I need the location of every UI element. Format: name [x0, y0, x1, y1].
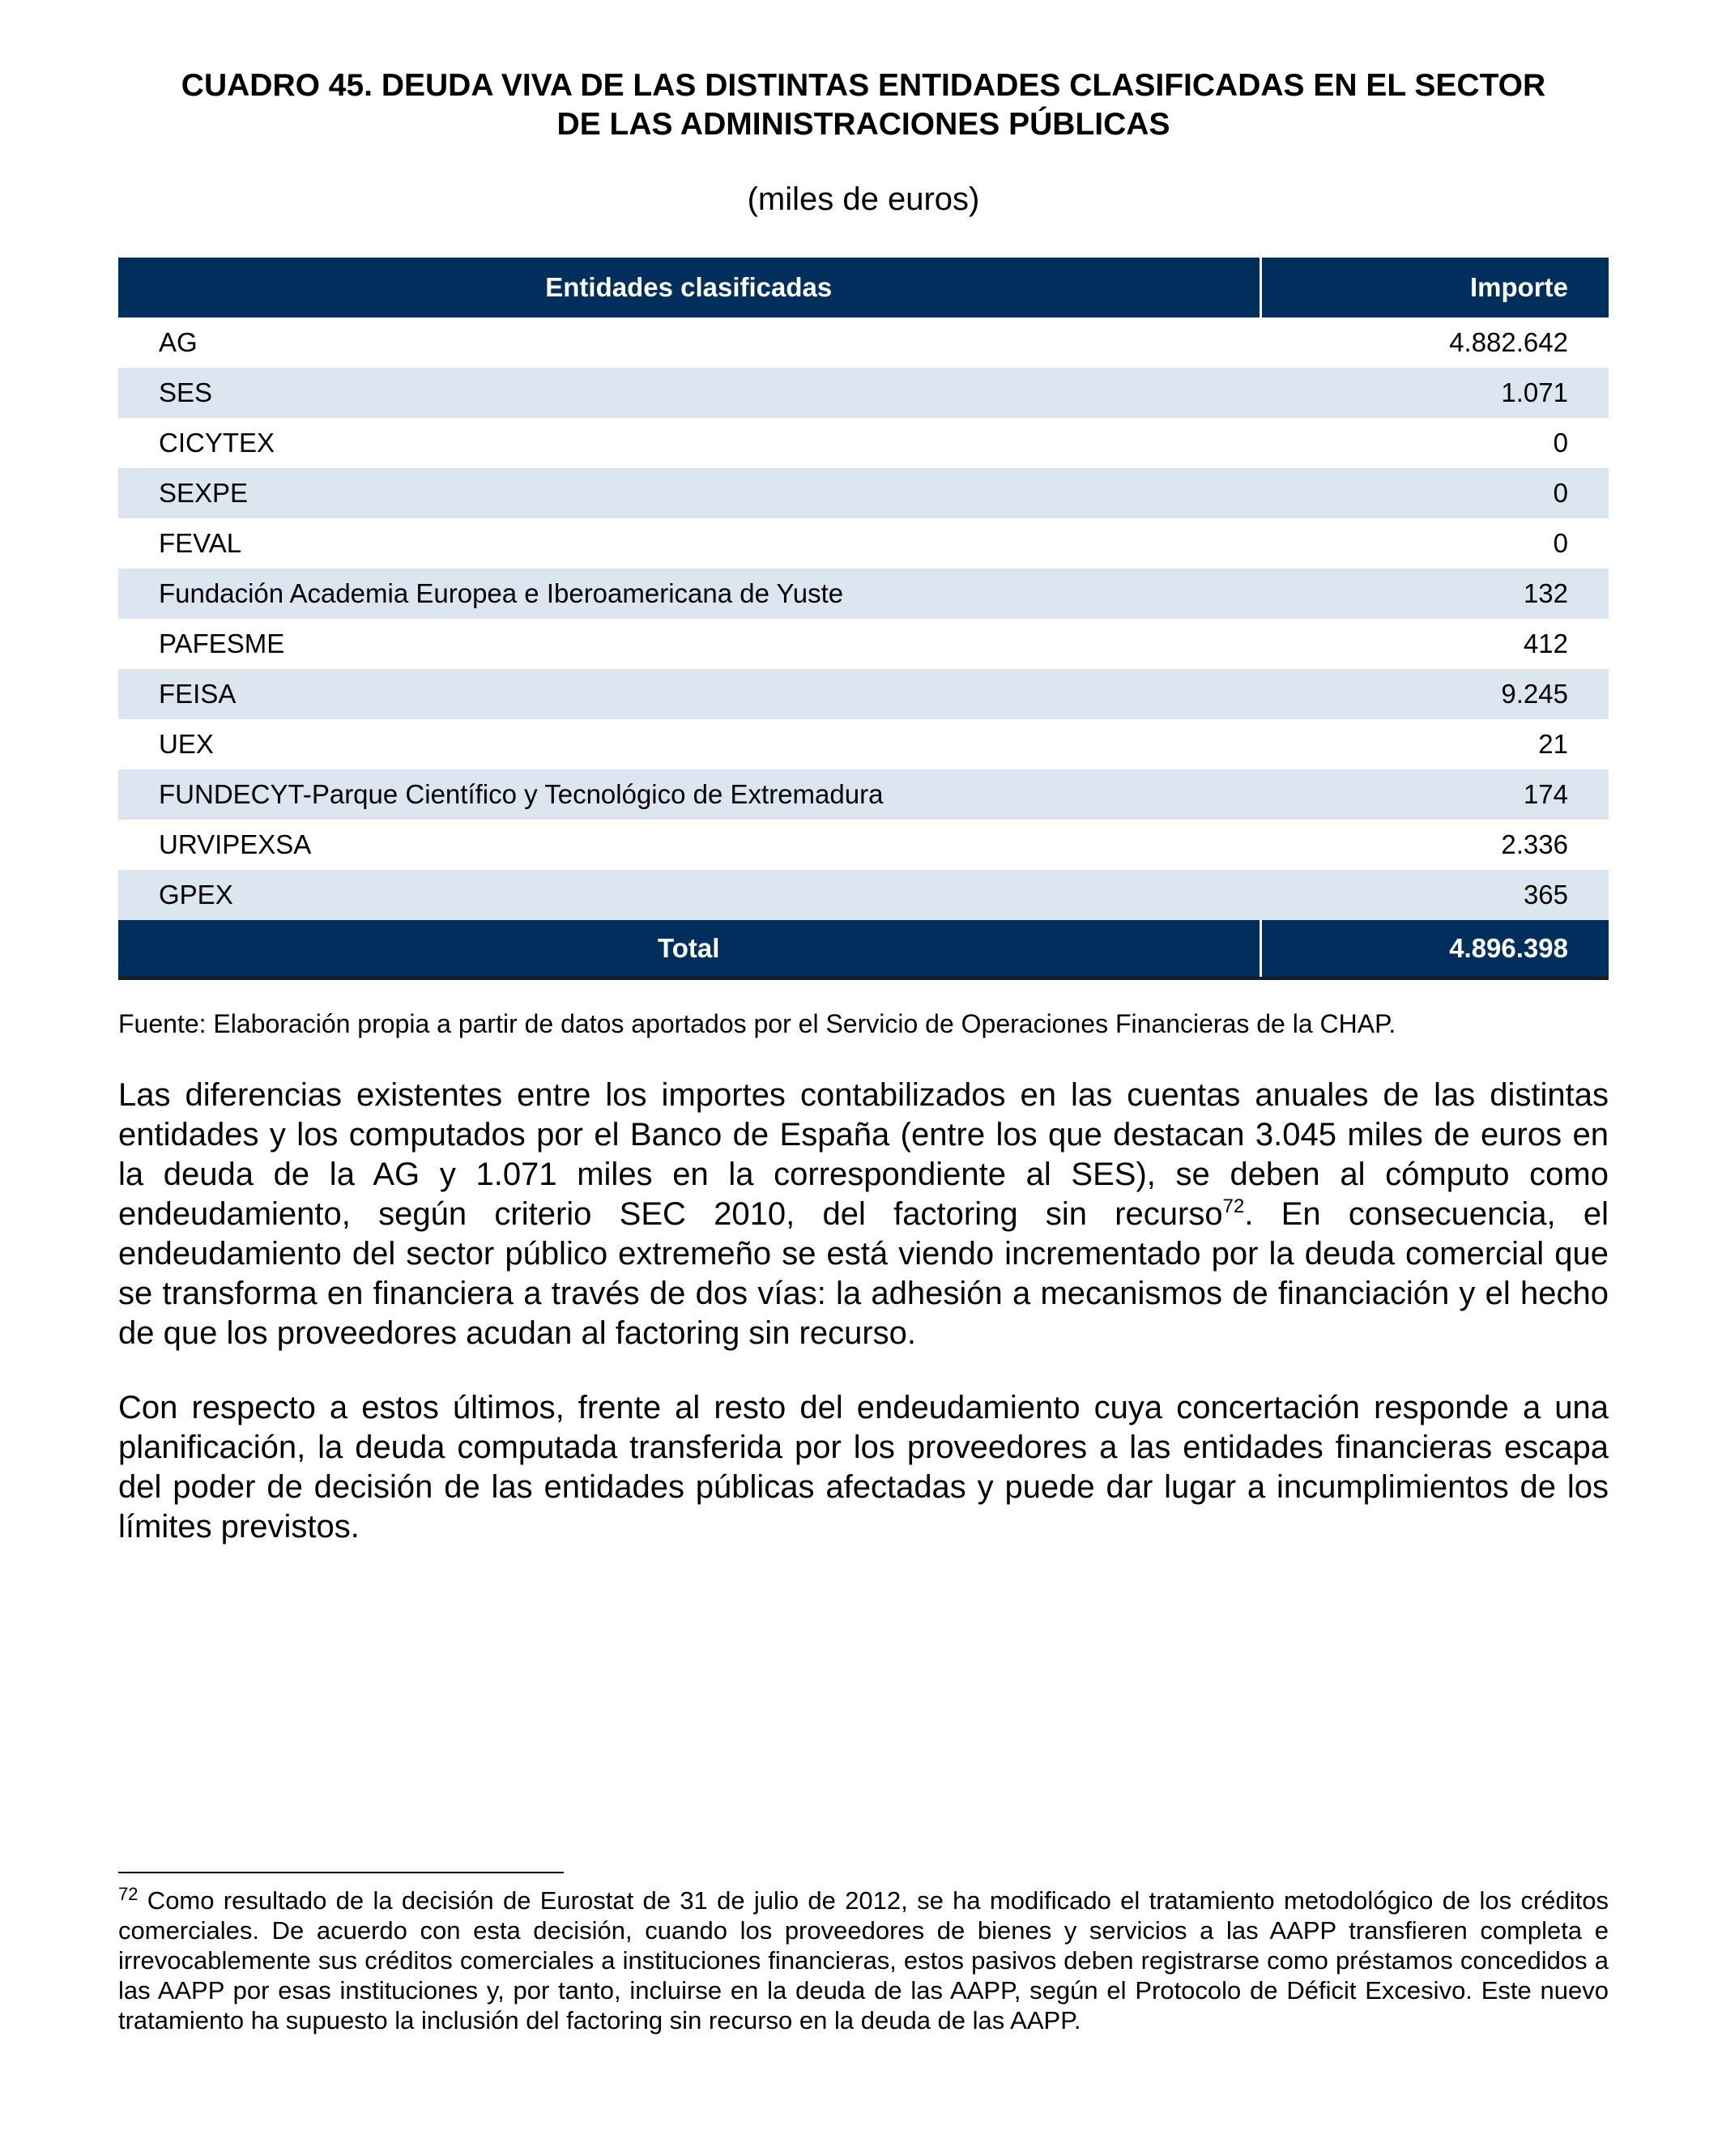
table-row: [118, 518, 1609, 569]
table-row: [118, 870, 1609, 920]
footnote-text: Como resultado de la decisión de Eurostat de 31 de julio de 2012, se ha modificado el tratamiento metodológico de los créditos comerciales. De acuerdo con esta decisión, cuando los proveedores de bienes y servicios a las AAPP transfieren completa e irrevocablemente sus créditos comerciales a instituciones financieras, estos pasivos deben registrarse como préstamos concedidos a las AAPP por esas instituciones y, por tanto, incluirse en la deuda de las AAPP, según el Protocolo de Déficit Excesivo. Este nuevo tratamiento ha supuesto la inclusión del factoring sin recurso en la deuda de las AAPP.: [118, 1886, 1609, 2035]
table-row: [118, 368, 1609, 418]
footnote-number: 72: [118, 1884, 139, 1904]
entity-name-cell: AG: [159, 327, 198, 357]
paragraph-1-text-b: . En consecuencia, el endeudamiento del sector público extremeño se está viendo incrementado por la deuda comercial que se transforma en financiera a través de dos vías: la adhesión a mecanismos de financiación y el hecho de que los proveedores acudan al factoring sin recurso.: [118, 1196, 1609, 1351]
entity-name-cell: PAFESME: [159, 628, 285, 658]
amount-cell: 9.245: [1260, 669, 1609, 719]
table-row: [118, 468, 1609, 518]
table-row: [118, 418, 1609, 468]
amount-cell: 0: [1260, 468, 1609, 518]
entity-name-cell: FEISA: [118, 669, 1260, 719]
entity-name-cell: UEX: [159, 729, 214, 759]
amount-cell: 21: [1538, 729, 1568, 759]
footnote-divider: [118, 1872, 564, 1873]
entity-name-cell: SEXPE: [118, 468, 1260, 518]
table-title: [118, 66, 1609, 144]
source-note: Fuente: Elaboración propia a partir de datos aportados por el Servicio de Operaciones Financieras de la CHAP.: [118, 1009, 1396, 1038]
paragraph-1-text-a: Las diferencias existentes entre los importes contabilizados en las cuentas anuales de las distintas entidades y los computados por el Banco de España (entre los que destacan 3.045 miles de euros en la deuda de la AG y 1.071 miles en la correspondiente al SES), se deben al cómputo como endeudamiento, según criterio SEC 2010, del factoring sin recurso: [118, 1077, 1609, 1232]
header-entity: Entidades clasificadas: [118, 258, 1260, 317]
table-body: [118, 317, 1609, 920]
paragraph-2: Con respecto a estos últimos, frente al resto del endeudamiento cuya concertación responde a una planificación, la deuda computada transferida por los proveedores a las entidades financieras escapa del poder de decisión de las entidades públicas afectadas y puede dar lugar a incumplimientos de los límites previstos.: [118, 1390, 1609, 1545]
table-total-row: [118, 920, 1609, 978]
total-value: 4.896.398: [1260, 920, 1609, 978]
entity-name-cell: FUNDECYT-Parque Científico y Tecnológico de Extremadura: [118, 769, 1260, 820]
amount-cell: 412: [1523, 628, 1568, 658]
entity-name-cell: FEVAL: [159, 528, 242, 558]
entity-name-cell: Fundación Academia Europea e Iberoamericana de Yuste: [118, 569, 1260, 619]
amount-cell: 2.336: [1501, 829, 1568, 859]
entity-name-cell: GPEX: [118, 870, 1260, 920]
amount-cell: 0: [1553, 428, 1568, 458]
table-row: [118, 719, 1609, 769]
table-row: [118, 619, 1609, 669]
header-amount: Importe: [1260, 258, 1609, 317]
total-label: Total: [118, 920, 1260, 978]
table-row: [118, 820, 1609, 870]
amount-cell: 132: [1260, 569, 1609, 619]
amount-cell: 0: [1553, 528, 1568, 558]
table-title-line2: DE LAS ADMINISTRACIONES PÚBLICAS: [556, 107, 1170, 142]
debt-table: [118, 258, 1609, 980]
paragraph-1: [118, 1076, 1609, 1353]
entity-name-cell: SES: [118, 368, 1260, 418]
table-row: [118, 769, 1609, 820]
entity-name-cell: CICYTEX: [159, 428, 275, 458]
footnote: [118, 1885, 1609, 2035]
units-label: (miles de euros): [747, 181, 980, 217]
amount-cell: 4.882.642: [1449, 327, 1568, 357]
footnote-reference[interactable]: 72: [1222, 1195, 1245, 1217]
table-row: [118, 569, 1609, 619]
table-header-row: [118, 258, 1609, 317]
amount-cell: 1.071: [1260, 368, 1609, 418]
amount-cell: 365: [1260, 870, 1609, 920]
table-row: [118, 669, 1609, 719]
table-row: [118, 317, 1609, 368]
entity-name-cell: URVIPEXSA: [159, 829, 312, 859]
table-title-line1: CUADRO 45. DEUDA VIVA DE LAS DISTINTAS ENTIDADES CLASIFICADAS EN EL SECTOR: [181, 68, 1546, 103]
amount-cell: 174: [1260, 769, 1609, 820]
